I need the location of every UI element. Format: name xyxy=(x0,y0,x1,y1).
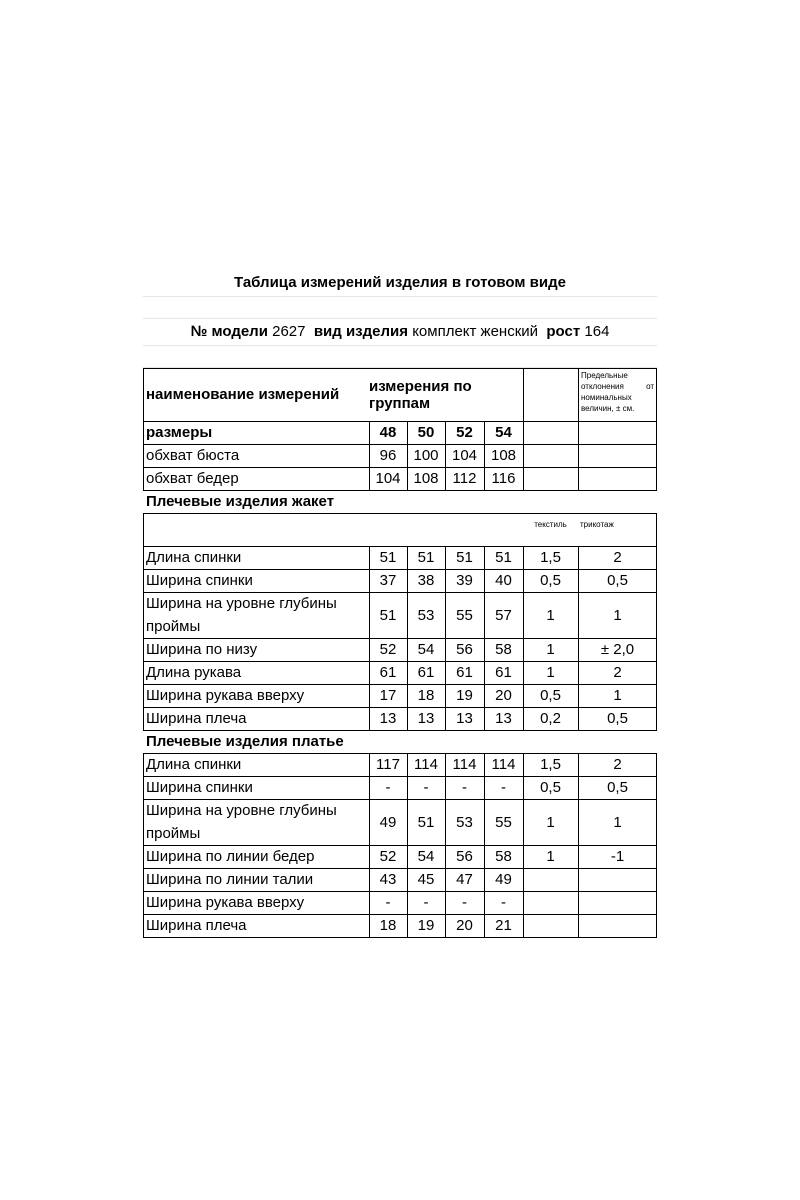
size-value: 114 xyxy=(491,756,516,773)
blank-row xyxy=(143,346,657,368)
size-value: 54 xyxy=(417,641,435,658)
size-value: 53 xyxy=(456,813,473,831)
size-value: 61 xyxy=(495,664,512,681)
tolerance-knit: 1 xyxy=(613,687,622,704)
size-value: - xyxy=(385,779,391,796)
model-number-label: № модели xyxy=(190,323,268,340)
size-value: 17 xyxy=(379,687,397,704)
tolerance-knit: 0,5 xyxy=(607,572,628,589)
size-value: 55 xyxy=(456,606,473,624)
size-54: 54 xyxy=(495,424,512,441)
tolerance-line-1: Предельные xyxy=(581,371,628,380)
size-50: 50 xyxy=(417,424,435,441)
size-value: 54 xyxy=(417,848,435,865)
size-value: 108 xyxy=(490,447,517,464)
size-value: 49 xyxy=(495,871,512,888)
size-value: 13 xyxy=(379,710,397,727)
tolerance-textile: 1,5 xyxy=(540,549,561,566)
measurement-name: Ширина спинки xyxy=(146,779,253,796)
size-48: 48 xyxy=(379,424,397,441)
size-value: 49 xyxy=(379,813,397,831)
tolerance-textile: 1 xyxy=(546,606,555,624)
tolerance-textile: 1 xyxy=(546,664,555,681)
size-value: 13 xyxy=(456,710,473,727)
size-value: 55 xyxy=(495,813,512,831)
measurement-name: Ширина спинки xyxy=(146,572,253,589)
size-value: 96 xyxy=(379,447,397,464)
product-type-label: вид изделия xyxy=(313,323,409,340)
measurement-name: Ширина по линии талии xyxy=(146,871,314,888)
jacket-section-title: Плечевые изделия жакет xyxy=(146,493,335,510)
table-borders xyxy=(143,368,657,940)
size-value: 56 xyxy=(456,641,473,658)
measurement-name: Ширина рукава вверху xyxy=(146,894,305,911)
measurement-name-line-2: проймы xyxy=(146,618,201,635)
measurement-name-line-1: Ширина на уровне глубины xyxy=(146,595,337,612)
tolerance-textile: 0,5 xyxy=(540,572,561,589)
sheet-title: Таблица измерений изделия в готовом виде xyxy=(143,270,657,297)
blank-row xyxy=(143,297,657,319)
tolerance-knit: -1 xyxy=(610,848,625,865)
size-value: 13 xyxy=(495,710,512,727)
product-type: комплект женский xyxy=(412,323,539,340)
size-value: 51 xyxy=(417,813,435,831)
model-info xyxy=(143,319,657,346)
tolerance-knit: 2 xyxy=(613,756,622,773)
size-value: 52 xyxy=(379,641,397,658)
size-value: 51 xyxy=(379,606,397,624)
size-value: - xyxy=(501,894,506,911)
size-value: - xyxy=(423,779,429,796)
size-value: 56 xyxy=(456,848,473,865)
size-value: 20 xyxy=(495,687,512,704)
measurement-name: Ширина плеча xyxy=(146,710,247,727)
tolerance-textile: 0,5 xyxy=(540,687,561,704)
tolerance-textile: 0,2 xyxy=(540,710,561,727)
measurement-name: Длина рукава xyxy=(146,664,242,681)
tolerance-textile: 1 xyxy=(546,641,555,658)
sizes-label: размеры xyxy=(146,424,213,441)
size-value: 58 xyxy=(495,641,512,658)
measurement-sheet xyxy=(143,270,657,937)
size-value: 100 xyxy=(413,447,439,464)
size-value: 51 xyxy=(379,549,397,566)
size-value: 61 xyxy=(417,664,435,681)
tolerance-knit: ± 2,0 xyxy=(600,641,635,658)
measurement-name: обхват бедер xyxy=(146,470,239,487)
size-value: - xyxy=(501,779,506,796)
tol-knit-label: трикотаж xyxy=(580,520,614,529)
size-value: 18 xyxy=(379,917,397,934)
tolerance-textile: 1 xyxy=(546,813,555,831)
size-value: - xyxy=(385,894,391,911)
tolerance-line-2a: отклонения xyxy=(581,382,624,391)
size-value: 37 xyxy=(379,572,397,589)
size-value: 47 xyxy=(456,871,473,888)
tolerance-knit: 0,5 xyxy=(607,710,628,727)
tolerance-knit: 2 xyxy=(613,549,622,566)
size-value: 45 xyxy=(417,871,435,888)
size-value: 58 xyxy=(495,848,512,865)
size-value: 112 xyxy=(452,470,477,487)
tolerance-line-2b: от xyxy=(646,382,654,391)
header-groups: измерения по группам xyxy=(369,377,472,412)
measurement-name: обхват бюста xyxy=(146,447,240,464)
measurement-name: Ширина по низу xyxy=(146,641,258,658)
measurement-name: Ширина по линии бедер xyxy=(146,848,315,865)
size-value: 108 xyxy=(413,470,439,487)
model-number: 2627 xyxy=(272,323,306,340)
size-value: 114 xyxy=(452,756,477,773)
size-value: 51 xyxy=(495,549,512,566)
size-value: 18 xyxy=(417,687,435,704)
height-label: рост xyxy=(546,323,581,340)
measurement-name-line-1: Ширина на уровне глубины xyxy=(146,802,337,819)
tolerance-textile: 0,5 xyxy=(540,779,561,796)
size-value: - xyxy=(462,894,467,911)
measurement-name-line-2: проймы xyxy=(146,825,201,842)
size-value: - xyxy=(423,894,429,911)
size-value: 104 xyxy=(451,447,478,464)
tolerance-knit: 1 xyxy=(613,606,622,624)
size-value: 61 xyxy=(379,664,397,681)
header-name: наименование измерений xyxy=(146,386,340,403)
size-value: 51 xyxy=(417,549,435,566)
measurement-name: Длина спинки xyxy=(146,756,242,773)
size-value: 38 xyxy=(417,572,435,589)
tolerance-textile: 1,5 xyxy=(540,756,561,773)
size-value: 117 xyxy=(376,756,400,773)
size-value: 19 xyxy=(456,687,473,704)
tolerance-knit: 1 xyxy=(613,813,622,831)
size-value: 20 xyxy=(456,917,473,934)
tolerance-line-3: номинальных xyxy=(581,393,632,402)
measurement-name: Ширина плеча xyxy=(146,917,247,934)
size-value: 43 xyxy=(379,871,397,888)
size-value: 21 xyxy=(495,917,512,934)
tolerance-knit: 2 xyxy=(613,664,622,681)
size-value: 40 xyxy=(495,572,512,589)
measurement-name: Длина спинки xyxy=(146,549,242,566)
size-value: 61 xyxy=(456,664,473,681)
size-52: 52 xyxy=(456,424,473,441)
measurement-table xyxy=(143,368,657,937)
size-value: 39 xyxy=(456,572,473,589)
size-value: 19 xyxy=(417,917,435,934)
tolerance-textile: 1 xyxy=(546,848,555,865)
tol-textile-label: текстиль xyxy=(534,520,567,529)
size-value: 13 xyxy=(417,710,435,727)
size-value: - xyxy=(462,779,467,796)
size-value: 57 xyxy=(495,606,512,624)
size-value: 104 xyxy=(375,470,401,487)
tolerance-line-4: величин, ± см. xyxy=(581,404,635,413)
size-value: 114 xyxy=(414,756,438,773)
size-value: 51 xyxy=(456,549,473,566)
size-value: 53 xyxy=(417,606,435,624)
height-value: 164 xyxy=(584,323,610,340)
tolerance-knit: 0,5 xyxy=(607,779,628,796)
measurement-name: Ширина рукава вверху xyxy=(146,687,305,704)
dress-section-title: Плечевые изделия платье xyxy=(146,733,344,750)
size-value: 116 xyxy=(491,470,516,487)
size-value: 52 xyxy=(379,848,397,865)
